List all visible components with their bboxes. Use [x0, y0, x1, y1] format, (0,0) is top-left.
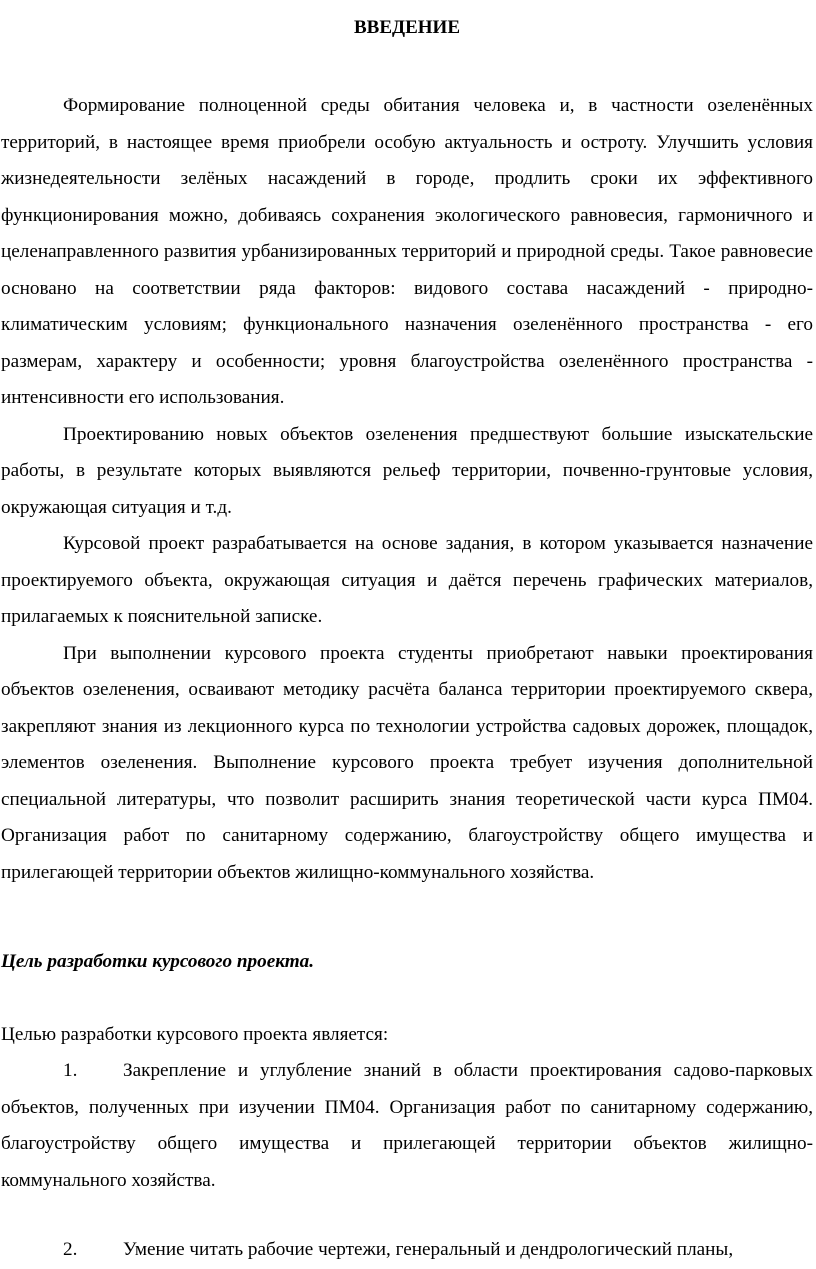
list-item-text: Умение читать рабочие чертежи, генеральный и дендрологический планы, [123, 1239, 734, 1260]
list-number: 1. [63, 1060, 78, 1081]
page-title: ВВЕДЕНИЕ [354, 17, 460, 38]
goal-intro: Целью разработки курсового проекта является: [1, 1023, 389, 1045]
paragraph-survey: Проектированию новых объектов озеленения предшествуют большие изыскательские работы, в результате которых выявляются рельеф территории, почвенно-грунтовые условия, окружающая ситуация и т.д. [1, 423, 813, 518]
list-number: 2. [63, 1239, 78, 1260]
goal-heading: Цель разработки курсового проекта. [1, 951, 315, 972]
paragraph-course-project: Курсовой проект разрабатывается на основе задания, в котором указывается назначение проектируемого объекта, окружающая ситуация и даётся перечень графических материалов, прилагаемых к пояснительной записке. [1, 533, 813, 627]
list-item-text: Закрепление и углубление знаний в области проектирования садово-парковых объектов, полученных при изучении ПМ04. Организация работ по санитарному содержанию, благоустройству общего имущества и прилегающей территории объектов жилищно-коммунального хозяйства. [1, 1060, 813, 1191]
paragraph-intro: Формирование полноценной среды обитания человека и, в частности озеленённых территорий, в настоящее время приобрели особую актуальность и остроту. Улучшить условия жизнедеятельности зелёных насаждений в городе, продлить сроки их эффективного функционирования можно, добиваясь сохранения экологического равновесия, гармоничного и целенаправленного развития урбанизированных территорий и природной среды. Такое равновесие основано на соответствии ряда факторов: видового состава насаждений - природно-климатическим условиям; функционального назначения озеленённого пространства - его размерам, характеру и особенности; уровня благоустройства озеленённого пространства - интенсивности его использования. [1, 95, 813, 408]
goal-list-item-1 [1, 1053, 813, 1199]
goal-list-item-2 [1, 1232, 813, 1269]
paragraph-skills: При выполнении курсового проекта студенты приобретают навыки проектирования объектов озеленения, осваивают методику расчёта баланса территории проектируемого сквера, закрепляют знания из лекционного курса по технологии устройства садовых дорожек, площадок, элементов озеленения. Выполнение курсового проекта требует изучения дополнительной специальной литературы, что позволит расширить знания теоретической части курса ПМ04. Организация работ по санитарному содержанию, благоустройству общего имущества и прилегающей территории объектов жилищно-коммунального хозяйства. [1, 642, 813, 883]
